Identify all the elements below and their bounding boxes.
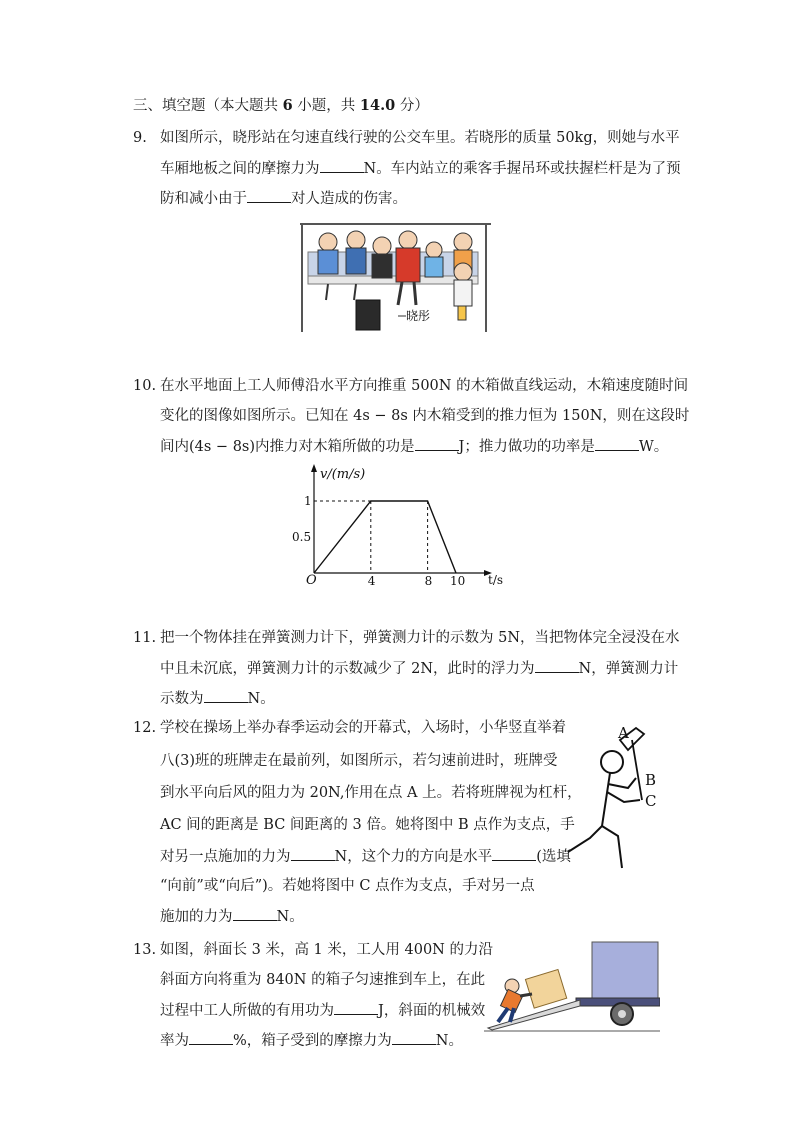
question-text: 车厢地板之间的摩擦力为 N。车内站立的乘客手握吊环或扶握栏杆是为了预 <box>160 158 681 179</box>
x-tick-label: 4 <box>367 574 376 588</box>
question-text: 对另一点施加的力为 N，这个力的方向是水平 (选填 <box>160 846 571 867</box>
x-tick-label: 10 <box>450 574 466 588</box>
answer-blank[interactable] <box>233 906 277 921</box>
question-text: 中且未沉底，弹簧测力计的示数减少了 2N，此时的浮力为 N，弹簧测力计 <box>160 658 678 679</box>
question-text: 间内(4s − 8s)内推力对木箱所做的功是 J；推力做功的功率是 W。 <box>160 436 668 457</box>
answer-blank[interactable] <box>392 1030 436 1045</box>
answer-blank[interactable] <box>247 188 291 203</box>
question-text: 把一个物体挂在弹簧测力计下，弹簧测力计的示数为 5N，当把物体完全浸没在水 <box>160 630 680 646</box>
answer-blank[interactable] <box>320 158 364 173</box>
label-a: A <box>618 724 629 742</box>
origin-label: O <box>306 573 317 588</box>
label-c: C <box>645 792 657 810</box>
question-text: 在水平地面上工人师傅沿水平方向推重 500N 的木箱做直线运动，木箱速度随时间 <box>160 378 689 394</box>
answer-blank[interactable] <box>189 1030 233 1045</box>
label-b: B <box>645 771 657 789</box>
stick-figure-with-sign <box>560 720 670 872</box>
answer-blank[interactable] <box>492 846 536 861</box>
answer-blank[interactable] <box>535 658 579 673</box>
y-tick-label: 1 <box>304 494 312 508</box>
bus-passengers-figure <box>298 220 493 335</box>
y-tick-label: 0.5 <box>292 530 312 544</box>
question-text: 到水平向后风的阻力为 20N,作用在点 A 上。若将班牌视为杠杆， <box>160 785 582 801</box>
velocity-series-line <box>314 501 456 573</box>
truck-ramp-figure <box>484 940 660 1032</box>
question-text: 示数为 N。 <box>160 688 275 709</box>
question-text: 八(3)班的班牌走在最前列，如图所示，若匀速前进时，班牌受 <box>160 753 558 769</box>
question-number: 9. <box>133 130 147 146</box>
answer-blank[interactable] <box>204 688 248 703</box>
answer-blank[interactable] <box>415 436 459 451</box>
answer-blank[interactable] <box>595 436 639 451</box>
question-text: 如图，斜面长 3 米，高 1 米，工人用 400N 的力沿 <box>160 942 493 958</box>
question-number: 11. <box>133 630 157 646</box>
question-text: 斜面方向将重为 840N 的箱子匀速推到车上，在此 <box>160 972 486 988</box>
question-text: 如图所示，晓彤站在匀速直线行驶的公交车里。若晓彤的质量 50kg，则她与水平 <box>160 130 680 146</box>
question-text: 率为 %，箱子受到的摩擦力为 N。 <box>160 1030 463 1051</box>
question-text: 变化的图像如图所示。已知在 4s − 8s 内木箱受到的推力恒为 150N，则在这段时 <box>160 408 690 424</box>
question-text: 防和减小由于 对人造成的伤害。 <box>160 188 407 209</box>
answer-blank[interactable] <box>291 846 335 861</box>
answer-blank[interactable] <box>334 1000 378 1015</box>
question-number: 10. <box>133 378 157 394</box>
question-text: 过程中工人所做的有用功为 J，斜面的机械效 <box>160 1000 485 1021</box>
y-axis-label: v/(m/s) <box>320 467 366 482</box>
x-tick-label: 8 <box>424 574 433 588</box>
question-number: 12. <box>133 720 157 736</box>
x-axis-label: t/s <box>488 573 504 587</box>
section-header: 三、填空题（本大题共 6 小题，共 14.0 分） <box>133 97 429 114</box>
y-axis-arrow <box>311 464 317 472</box>
question-text: 学校在操场上举办春季运动会的开幕式，入场时，小华竖直举着 <box>160 720 566 736</box>
velocity-time-chart <box>284 460 514 592</box>
question-text: 施加的力为 N。 <box>160 906 304 927</box>
question-text: “向前”或“向后”)。若她将图中 C 点作为支点，手对另一点 <box>160 878 535 894</box>
xiaotong-label: 晓彤 <box>406 309 431 323</box>
question-text: AC 间的距离是 BC 间距离的 3 倍。她将图中 B 点作为支点，手 <box>160 817 575 833</box>
question-number: 13. <box>133 942 157 958</box>
